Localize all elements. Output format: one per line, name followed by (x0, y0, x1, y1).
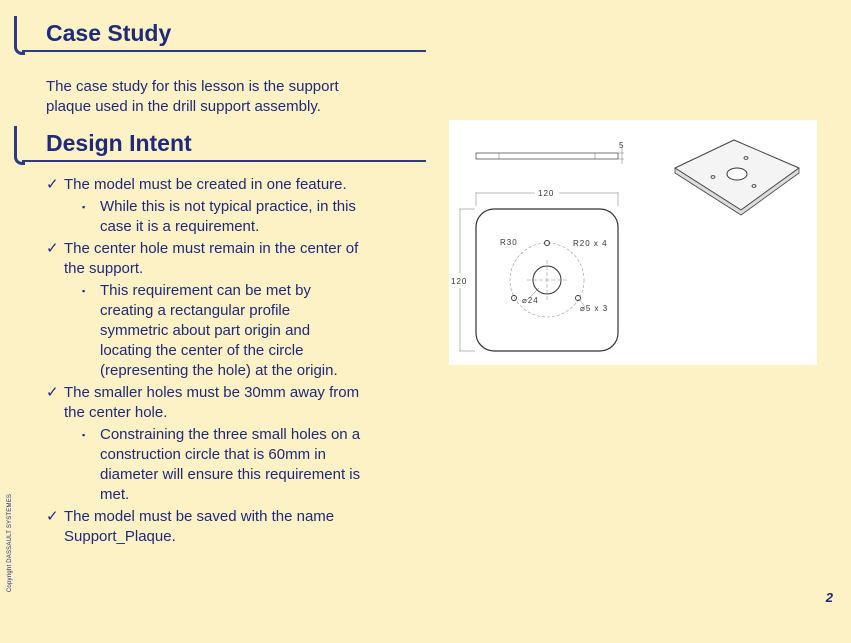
bullet-line: symmetric about part origin and (100, 322, 311, 339)
design-intent-heading (14, 126, 426, 166)
bullet-line: construction circle that is 60mm in (100, 446, 326, 463)
side-view-plate (476, 153, 618, 159)
case-study-line: plaque used in the drill support assembly. (46, 98, 321, 115)
bullet-line: Support_Plaque. (64, 528, 176, 545)
small-hole (512, 296, 517, 301)
dim-center-hole: R20 x 4 (573, 239, 608, 248)
bullet-line: the support. (64, 260, 144, 277)
bullet-item (46, 239, 391, 279)
isometric-center-hole (727, 168, 747, 180)
checkmark-icon: ✓ (46, 384, 59, 401)
square-bullet-icon: ▪ (82, 202, 86, 212)
bullet-line: While this is not typical practice, in this (100, 198, 356, 215)
bullet-line: The center hole must remain in the center of (64, 240, 359, 257)
dim-bolt-circle: ⌀24 (522, 296, 539, 305)
heading-rule (22, 50, 426, 52)
bullet-line: locating the center of the circle (100, 342, 304, 359)
sub-bullet-item (46, 197, 391, 237)
case-study-line: The case study for this lesson is the support (46, 78, 339, 95)
bullet-line: met. (100, 486, 130, 503)
technical-drawing (449, 120, 817, 365)
drawing-svg (449, 120, 817, 365)
bullet-item (46, 175, 391, 195)
dim-height: 120 (451, 277, 468, 286)
bullet-item (46, 507, 391, 547)
dim-small-holes: ⌀5 x 3 (580, 304, 609, 313)
page-number: 2 (825, 590, 833, 605)
square-bullet-icon: ▪ (82, 430, 86, 440)
bullet-line: The model must be saved with the name (64, 508, 335, 525)
bullet-line: This requirement can be met by (100, 282, 311, 299)
bullet-line: creating a rectangular profile (100, 302, 291, 319)
bullet-line: Constraining the three small holes on a (100, 426, 361, 443)
case-study-text (46, 77, 386, 117)
heading-rule (22, 160, 426, 162)
dim-width: 120 (538, 189, 555, 198)
bullet-line: The model must be created in one feature. (64, 176, 347, 193)
case-study-heading (14, 16, 426, 56)
checkmark-icon: ✓ (46, 508, 59, 525)
bullet-line: (representing the hole) at the origin. (100, 362, 338, 379)
bullet-line: case it is a requirement. (100, 218, 260, 235)
dim-corner-radius: R30 (500, 238, 518, 247)
copyright-notice: Copyright DASSAULT SYSTEMES (7, 493, 13, 593)
bullet-line: The smaller holes must be 30mm away from (64, 384, 360, 401)
bullet-line: the center hole. (64, 404, 168, 421)
design-intent-title: Design Intent (46, 130, 192, 156)
design-intent-bullets (46, 175, 391, 549)
dim-thickness: 5 (619, 141, 625, 150)
case-study-title: Case Study (46, 20, 172, 46)
square-bullet-icon: ▪ (82, 286, 86, 296)
checkmark-icon: ✓ (46, 176, 59, 193)
bullet-line: diameter will ensure this requirement is (100, 466, 361, 483)
checkmark-icon: ✓ (46, 240, 59, 257)
sub-bullet-item (46, 281, 391, 381)
bullet-item (46, 383, 391, 423)
sub-bullet-item (46, 425, 391, 505)
